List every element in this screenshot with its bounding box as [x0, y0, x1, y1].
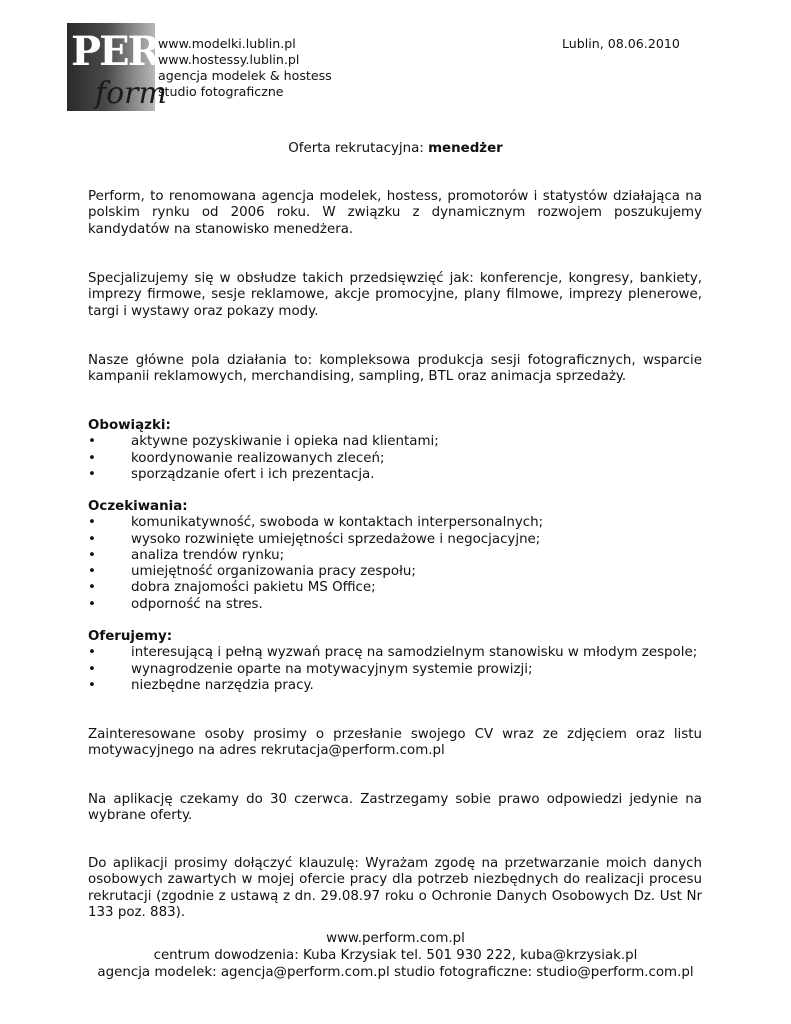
- list-item: [88, 467, 708, 483]
- bullet: •: [88, 531, 96, 547]
- contact-studio-line: studio fotograficzne: [158, 84, 284, 99]
- title-prefix: Oferta rekrutacyjna:: [288, 141, 429, 156]
- list-item-text: odporność na stres.: [131, 596, 263, 612]
- svg-text:form: form: [95, 76, 167, 111]
- list-item: [88, 564, 708, 580]
- list-item: [88, 434, 708, 450]
- expectations-section: [88, 499, 708, 613]
- svg-text:PER: PER: [71, 28, 159, 75]
- list-item-text: umiejętność organizowania pracy zespołu;: [131, 564, 416, 580]
- contact-agency-line: agencja modelek & hostess: [158, 68, 332, 83]
- list-item: [88, 580, 708, 596]
- list-item-text: wysoko rozwinięte umiejętności sprzedażowe i negocjacyjne;: [131, 531, 541, 547]
- list-item: [88, 548, 708, 564]
- list-item: [88, 515, 708, 531]
- offer-heading: Oferujemy:: [88, 629, 173, 644]
- list-item: [88, 662, 708, 678]
- apply-paragraph: Zainteresowane osoby prosimy o przesłanie swojego CV wraz ze zdjęciem oraz listu motywacyjnego na adres rekrutacja@perform.com.pl: [88, 727, 702, 759]
- bullet: •: [88, 547, 96, 563]
- clause-paragraph: Do aplikacji prosimy dołączyć klauzulę: Wyrażam zgodę na przetwarzanie moich danych osobowych zawartych w mojej ofercie pracy dla potrzeb niezbędnych do realizacji procesu rekrutacji (zgodnie z ustawą z dn. 29.08.97 roku o Ochronie Danych Osobowych Dz. Ust Nr 133 poz. 883).: [88, 856, 702, 921]
- bullet: •: [88, 580, 96, 596]
- footer-emails: agencja modelek: agencja@perform.com.pl studio fotograficzne: studio@perform.com.pl: [97, 965, 694, 980]
- offer-section: [88, 629, 708, 694]
- duties-section: [88, 418, 708, 483]
- list-item-text: aktywne pozyskiwanie i opieka nad klientami;: [131, 434, 439, 450]
- list-item-text: koordynowanie realizowanych zleceń;: [131, 450, 385, 466]
- footer-website[interactable]: www.perform.com.pl: [326, 931, 465, 946]
- bullet: •: [88, 564, 96, 580]
- list-item-text: analiza trendów rynku;: [131, 547, 285, 563]
- list-item: [88, 532, 708, 548]
- bullet: •: [88, 661, 96, 677]
- list-item: [88, 645, 708, 661]
- perform-logo: [67, 23, 167, 111]
- deadline-paragraph: Na aplikację czekamy do 30 czerwca. Zastrzegamy sobie prawo odpowiedzi jedynie na wybrane oferty.: [88, 792, 702, 824]
- bullet: •: [88, 466, 96, 482]
- intro-paragraph: Perform, to renomowana agencja modelek, hostess, promotorów i statystów działająca na polskim rynku od 2006 roku. W związku z dynamicznym rozwojem poszukujemy kandydatów na stanowisko menedżera.: [88, 189, 702, 237]
- list-item-text: komunikatywność, swoboda w kontaktach interpersonalnych;: [131, 515, 544, 531]
- document-date: Lublin, 08.06.2010: [562, 36, 680, 51]
- bullet: •: [88, 596, 96, 612]
- list-item: [88, 451, 708, 467]
- page-footer: [0, 930, 791, 981]
- bullet: •: [88, 450, 96, 466]
- list-item-text: wynagrodzenie oparte na motywacyjnym systemie prowizji;: [131, 661, 533, 677]
- duties-heading: Obowiązki:: [88, 418, 171, 433]
- fields-paragraph: Nasze główne pola działania to: kompleksowa produkcja sesji fotograficznych, wsparcie kampanii reklamowych, merchandising, sampling, BTL oraz animacja sprzedaży.: [88, 353, 702, 385]
- bullet: •: [88, 677, 96, 693]
- list-item-text: niezbędne narzędzia pracy.: [131, 677, 314, 693]
- contact-website-hostessy[interactable]: www.hostessy.lublin.pl: [158, 52, 300, 67]
- footer-hq-contact: centrum dowodzenia: Kuba Krzysiak tel. 501 930 222, kuba@krzysiak.pl: [153, 948, 638, 963]
- list-item-text: sporządzanie ofert i ich prezentacja.: [131, 466, 375, 482]
- bullet: •: [88, 515, 96, 531]
- page-title: [0, 141, 791, 156]
- header-contact: [158, 36, 332, 100]
- contact-website-modelki[interactable]: www.modelki.lublin.pl: [158, 36, 296, 51]
- expectations-heading: Oczekiwania:: [88, 499, 188, 514]
- list-item: [88, 678, 708, 694]
- list-item-text: interesującą i pełną wyzwań pracę na samodzielnym stanowisku w młodym zespole;: [131, 645, 698, 661]
- title-role: menedżer: [428, 141, 503, 156]
- list-item-text: dobra znajomości pakietu MS Office;: [131, 580, 376, 596]
- list-item: [88, 597, 708, 613]
- specialization-paragraph: Specjalizujemy się w obsłudze takich przedsięwzięć jak: konferencje, kongresy, bankiety, imprezy firmowe, sesje reklamowe, akcje promocyjne, plany filmowe, imprezy plenerowe, targi i wystawy oraz pokazy mody.: [88, 271, 702, 319]
- bullet: •: [88, 645, 96, 661]
- bullet: •: [88, 434, 96, 450]
